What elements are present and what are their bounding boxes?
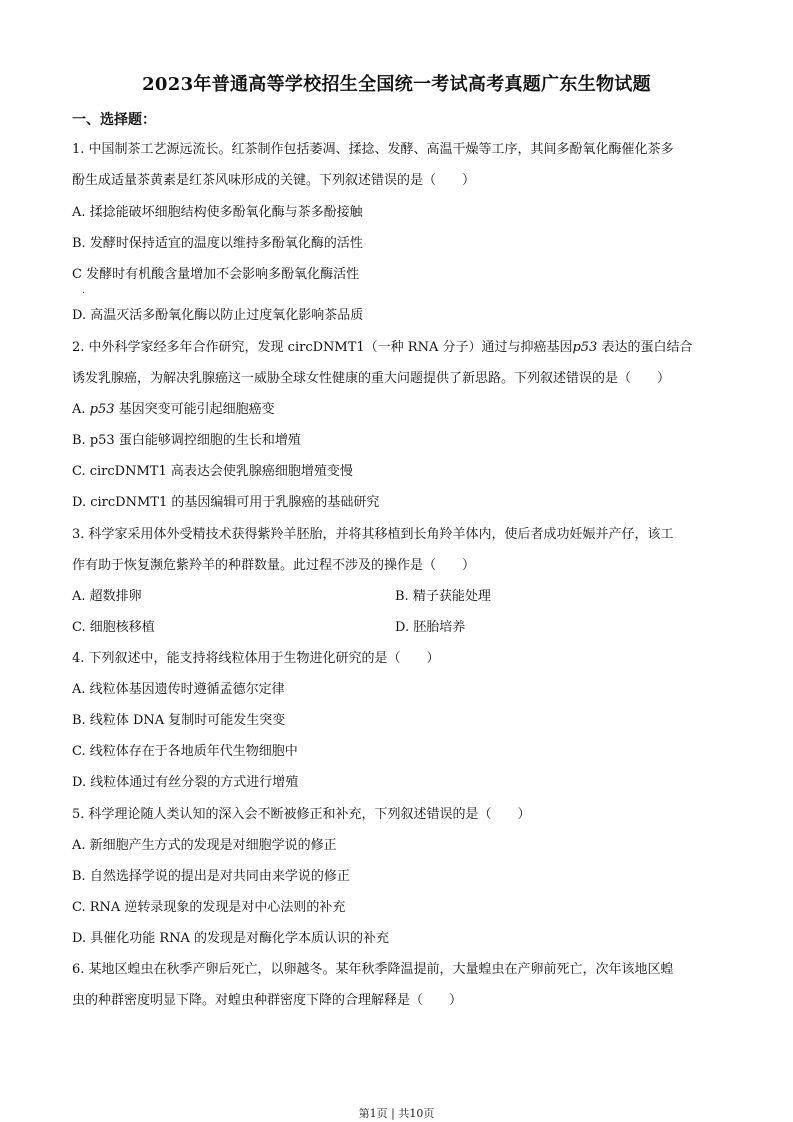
q3-option-c: C. 细胞核移植 [72, 620, 155, 635]
q3-option-a: A. 超数排卵 [72, 589, 142, 604]
q5-stem: 5. 科学理论随人类认知的深入会不断被修正和补充，下列叙述错误的是（ ） [72, 807, 531, 822]
q2-option-a: A. p53 基因突变可能引起细胞癌变 [72, 402, 275, 417]
q3-stem-line2: 作有助于恢复濒危紫羚羊的种群数量。此过程不涉及的操作是（ ） [72, 558, 476, 573]
stray-dot: · [82, 288, 86, 299]
q1-option-b: B. 发酵时保持适宜的温度以维持多酚氧化酶的活性 [72, 236, 363, 251]
document-title: 2023年普通高等学校招生全国统一考试高考真题广东生物试题 [142, 74, 651, 95]
q2-stem-line1: 2. 中外科学家经多年合作研究，发现 circDNMT1（一种 RNA 分子）通过与抑癌基因p53 表达的蛋白结合 [72, 340, 693, 355]
q2-option-c: C. circDNMT1 高表达会使乳腺癌细胞增殖变慢 [72, 464, 353, 479]
q6-stem-line1: 6. 某地区蝗虫在秋季产卵后死亡，以卵越冬。某年秋季降温提前，大量蝗虫在产卵前死亡，次年该地区蝗 [72, 962, 674, 977]
q1-option-d: D. 高温灭活多酚氧化酶以防止过度氧化影响茶品质 [72, 308, 364, 323]
q5-option-a: A. 新细胞产生方式的发现是对细胞学说的修正 [72, 838, 337, 853]
q1-stem-line2: 酚生成适量茶黄素是红茶风味形成的关键。下列叙述错误的是（ ） [72, 173, 476, 188]
q6-stem-line2: 虫的种群密度明显下降。对蝗虫种群密度下降的合理解释是（ ） [72, 993, 463, 1008]
q4-option-a: A. 线粒体基因遗传时遵循孟德尔定律 [72, 682, 285, 697]
q5-option-b: B. 自然选择学说的提出是对共同由来学说的修正 [72, 869, 350, 884]
q2-option-d: D. circDNMT1 的基因编辑可用于乳腺癌的基础研究 [72, 495, 380, 510]
q2-stem-line2: 诱发乳腺癌，为解决乳腺癌这一威胁全球女性健康的重大问题提供了新思路。下列叙述错误的是（ ） [72, 371, 671, 386]
q1-option-a: A. 揉捻能破坏细胞结构使多酚氧化酶与茶多酚接触 [72, 205, 363, 220]
q5-option-d: D. 具催化功能 RNA 的发现是对酶化学本质认识的补充 [72, 931, 390, 946]
q1-option-c: C 发酵时有机酸含量增加不会影响多酚氧化酶活性 [72, 267, 360, 282]
q3-option-b: B. 精子获能处理 [395, 589, 491, 604]
q4-option-b: B. 线粒体 DNA 复制时可能发生突变 [72, 713, 286, 728]
q4-option-d: D. 线粒体通过有丝分裂的方式进行增殖 [72, 775, 299, 790]
q4-option-c: C. 线粒体存在于各地质年代生物细胞中 [72, 744, 298, 759]
q5-option-c: C. RNA 逆转录现象的发现是对中心法则的补充 [72, 900, 346, 915]
q3-option-d: D. 胚胎培养 [395, 620, 466, 635]
q1-stem-line1: 1. 中国制茶工艺源远流长。红茶制作包括萎凋、揉捻、发酵、高温干燥等工序，其间多酚氧化酶催化茶多 [72, 142, 674, 157]
section-heading: 一、选择题： [72, 112, 156, 128]
page-footer: 第1页 | 共10页 [358, 1107, 435, 1120]
q2-option-b: B. p53 蛋白能够调控细胞的生长和增殖 [72, 433, 301, 448]
q4-stem: 4. 下列叙述中，能支持将线粒体用于生物进化研究的是（ ） [72, 651, 440, 666]
q3-stem-line1: 3. 科学家采用体外受精技术获得紫羚羊胚胎，并将其移植到长角羚羊体内，使后者成功妊娠并产仔，该工 [72, 527, 674, 542]
